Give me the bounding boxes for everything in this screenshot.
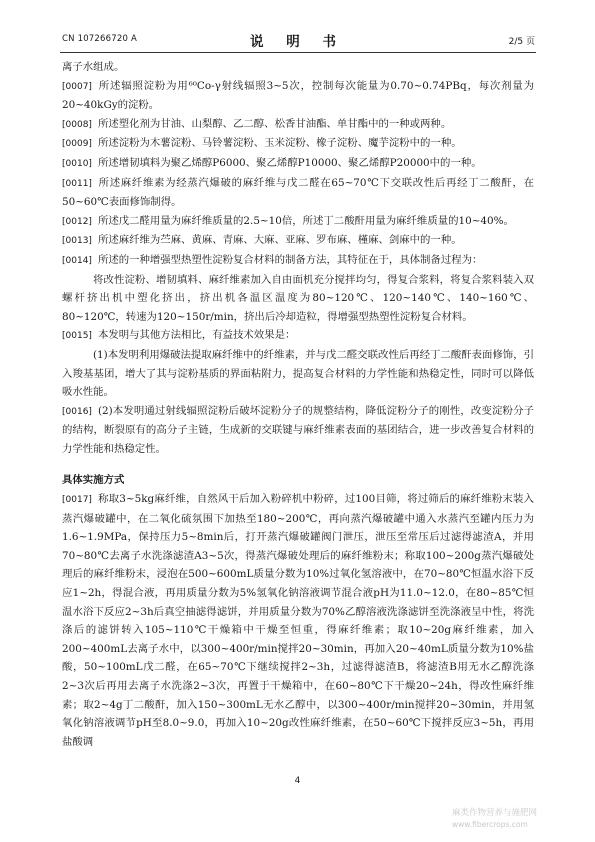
paragraph <box>62 115 534 135</box>
paragraph-number: [0015] <box>62 331 92 342</box>
paragraph <box>62 490 534 751</box>
paragraph-text: 所述增韧填料为聚乙烯醇P6000、聚乙烯醇P10000、聚乙烯醇P20000中的一种。 <box>97 156 482 169</box>
paragraph-text: (1)本发明利用爆破法提取麻纤维中的纤维素，并与戊二醛交联改性后再经丁二酸酐表面修饰，引入羧基基团，增大了其与淀粉基质的界面粘附力，提高复合材料的力学性能和热稳定性，同时可以降低吸水性能。 <box>62 348 534 399</box>
paragraph-number: [0010] <box>62 158 92 169</box>
paragraph-text: 所述麻纤维素为经蒸汽爆破的麻纤维与戊二醛在65~70℃下交联改性后再经丁二酸酐，在50~60℃表面修饰制得。 <box>62 176 534 209</box>
paragraph-group-embodiment <box>62 490 534 751</box>
header-rule <box>60 52 536 53</box>
paragraph-number: [0011] <box>62 178 92 189</box>
paragraph <box>62 251 534 271</box>
watermark-site-name: 麻类作物营养与施肥网 <box>452 808 538 818</box>
paragraph-number: [0008] <box>62 119 92 130</box>
watermark <box>452 808 592 830</box>
paragraph-text: 所述麻纤维为苎麻、黄麻、青麻、大麻、亚麻、罗布麻、槿麻、剑麻中的一种。 <box>97 234 462 247</box>
paragraph-text: 所述辐照淀粉为用⁶⁰Co-γ射线辐照3~5次，控制每次能量为0.70~0.74PBq，每次剂量为20~40kGy的淀粉。 <box>62 79 534 112</box>
paragraph <box>62 154 534 174</box>
paragraph-number: [0009] <box>62 139 92 150</box>
paragraph <box>62 231 534 251</box>
section-heading: 具体实施方式 <box>62 474 125 487</box>
document-title: 说 明 书 <box>250 34 345 50</box>
page-number: 4 <box>294 776 301 786</box>
paragraph <box>62 134 534 154</box>
paragraph-group-summary <box>62 58 534 458</box>
paragraph-text: 称取3~5kg麻纤维，自然风干后加入粉碎机中粉碎，过100目筛，将过筛后的麻纤维粉末装入蒸汽爆破罐中，在二氧化硫氛围下加热至180~200℃，再向蒸汽爆破罐中通入水蒸汽至罐内压力为1.6~1.9MPa，保持压力5~8min后，打开蒸汽爆破罐阀门泄压，泄压至常压后过滤得滤渣A，并用70~80℃去离子水洗涤滤渣A3~5次，得蒸汽爆破处理后的麻纤维粉末；称取100~200g蒸汽爆破处理后的麻纤维粉末，浸泡在500~600mL质量分数为10%过氧化氢溶液中，在70~80℃恒温水浴下反应1~2h，得混合液，再用质量分数为5%氢氧化钠溶液调节混合液pH为11.0~12.0，在80~85℃恒温水浴下反应2~3h后真空抽滤得滤饼，并用质量分数为70%乙醇溶液洗涤滤饼至洗涤液呈中性，将洗涤后的滤饼转入105~110℃干燥箱中干燥至恒重，得麻纤维素；取10~20g麻纤维素，加入200~400mL去离子水中，以300~400r/min搅拌20~30min，再加入20~40mL质量分数为10%盐酸，50~100mL戊二醛，在65~70℃下继续搅拌2~3h，过滤得滤渣B，将滤渣B用无水乙醇洗涤2~3次后再用去离子水洗涤2~3次，再置于干燥箱中，在60~80℃下干燥20~24h，得改性麻纤维素；取2~4g丁二酸酐，加入150~300mL无水乙醇中，以300~400r/min搅拌20~30min，并用氢氧化钠溶液调节pH至8.0~9.0，再加入10~20g改性麻纤维素，在50~60℃下搅拌反应3~5h，再用盐酸调 <box>62 493 534 748</box>
paragraph <box>62 326 534 346</box>
paragraph-number: [0012] <box>62 216 92 227</box>
patent-number: CN 107266720 A <box>62 34 137 44</box>
document-body <box>62 58 534 751</box>
paragraph-text: 所述淀粉为木薯淀粉、马铃薯淀粉、玉米淀粉、橡子淀粉、魔芋淀粉中的一种。 <box>97 137 462 150</box>
paragraph <box>62 212 534 232</box>
paragraph-text: (2)本发明通过射线辐照淀粉后破坏淀粉分子的规整结构，降低淀粉分子的刚性，改变淀粉分子的结构，断裂原有的高分子主链，生成新的交联键与麻纤维素表面的基团结合，进一步改善复合材料的力学性能和热稳定性。 <box>62 404 534 455</box>
paragraph-number: [0014] <box>62 255 92 266</box>
paragraph-text: 所述塑化剂为甘油、山梨醇、乙二醇、松香甘油酯、单甘酯中的一种或两种。 <box>97 117 452 130</box>
paragraph-text: 本发明与其他方法相比，有益技术效果是： <box>97 329 296 342</box>
paragraph <box>62 58 534 77</box>
paragraph-number: [0017] <box>62 495 92 506</box>
paragraph-number: [0007] <box>62 81 92 92</box>
paragraph-text: 离子水组成。 <box>62 61 125 73</box>
paragraph <box>62 271 534 327</box>
paragraph-text: 所述戊二醛用量为麻纤维质量的2.5~10倍，所述丁二酸酐用量为麻纤维质量的10~40%。 <box>97 214 514 227</box>
paragraph <box>62 402 534 459</box>
paragraph-number: [0013] <box>62 236 92 247</box>
watermark-url: www.fibercrops.com <box>452 820 528 829</box>
paragraph <box>62 346 534 402</box>
paragraph-text: 将改性淀粉、增韧填料、麻纤维素加入自由面机充分搅拌均匀，得复合浆料，将复合浆料装入双螺杆挤出机中塑化挤出，挤出机各温区温度为80~120℃、120~140℃、140~160℃、80~120℃，转速为120~150r/min，挤出后冷却造粒，得增强型热塑性淀粉复合材料。 <box>62 273 534 323</box>
paragraph <box>62 77 534 115</box>
paragraph <box>62 174 534 212</box>
paragraph-number: [0016] <box>62 406 92 417</box>
page-info: 2/5 页 <box>508 37 535 47</box>
paragraph-text: 所述的一种增强型热塑性淀粉复合材料的制备方法，其特征在于，具体制备过程为： <box>97 253 483 266</box>
